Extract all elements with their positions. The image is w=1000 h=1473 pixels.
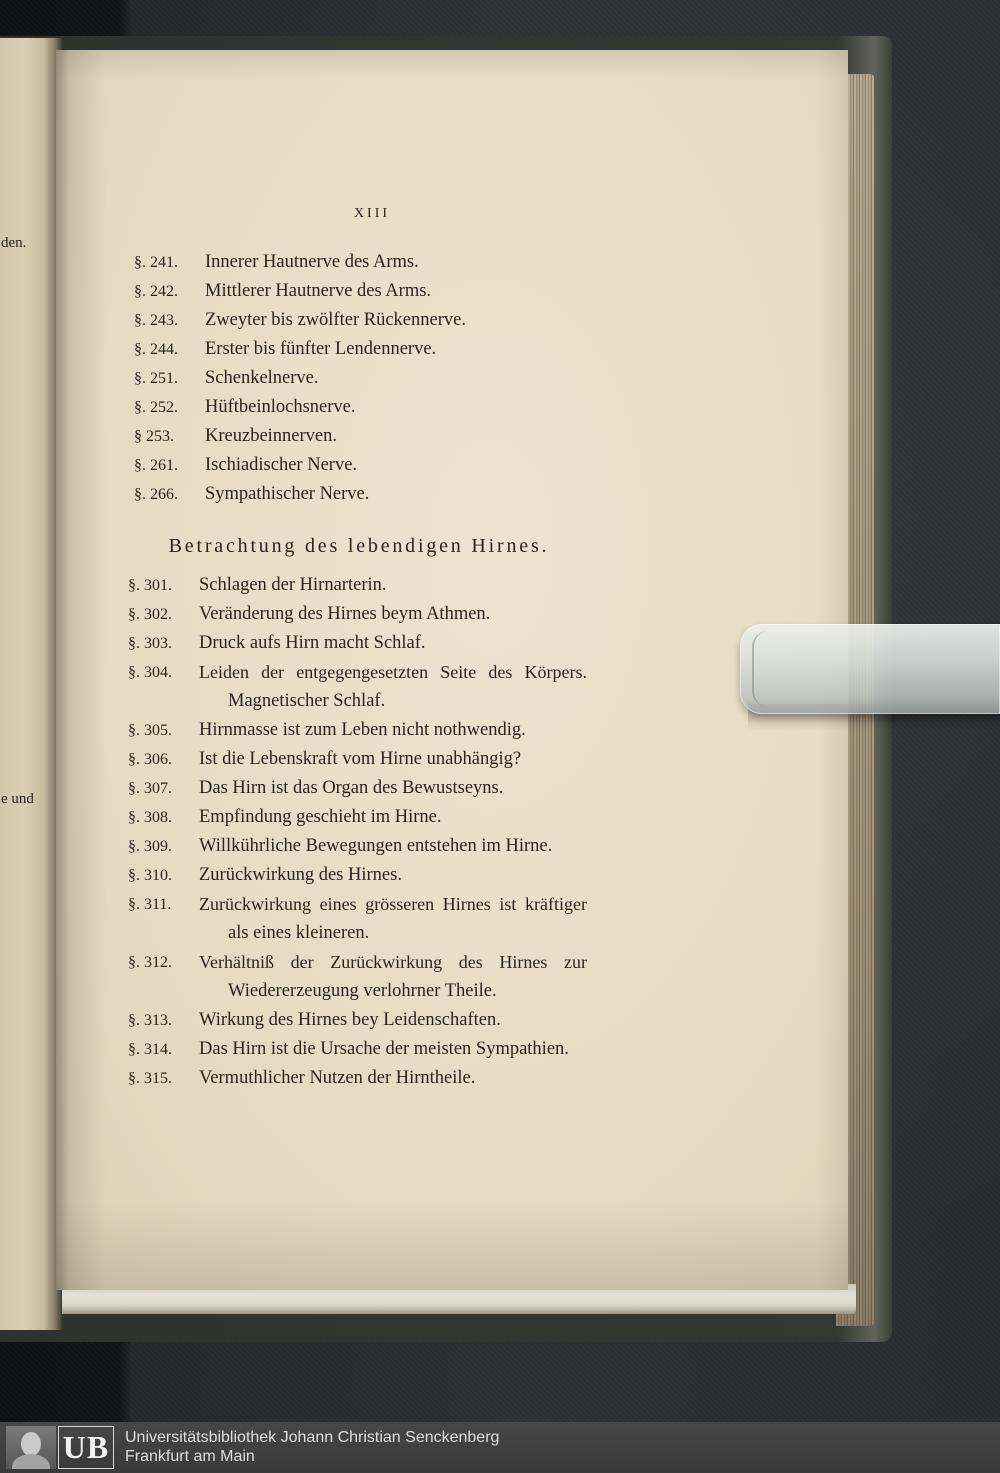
entry-title: Das Hirn ist die Ursache der meisten Sympathien.	[199, 1039, 569, 1059]
section-number: §. 261.	[134, 457, 178, 474]
entry-title: Leiden der entgegengesetzten Seite des Körpers.	[199, 662, 587, 682]
portrait-head	[21, 1432, 41, 1456]
section-heading: Betrachtung des lebendigen Hirnes.	[168, 535, 550, 557]
section-number: §. 301.	[128, 577, 172, 594]
entry-title: Innerer Hautnerve des Arms.	[205, 252, 419, 272]
section-number: §. 305.	[128, 722, 172, 739]
book-page	[56, 50, 848, 1290]
section-number: §. 313.	[128, 1012, 172, 1029]
section-number: §. 306.	[128, 751, 172, 768]
entry-title: Das Hirn ist das Organ des Bewustseyns.	[199, 778, 504, 798]
section-number: §. 241.	[134, 254, 178, 271]
section-number: §. 308.	[128, 809, 172, 826]
entry-title: Zurückwirkung eines grösseren Hirnes ist kräftiger	[199, 894, 587, 914]
section-number: §. 304.	[128, 664, 172, 681]
entry-title: Schlagen der Hirnarterin.	[199, 575, 387, 595]
institution-name: Universitätsbibliothek Johann Christian Senckenberg	[125, 1429, 500, 1446]
library-footer	[0, 1422, 1000, 1473]
section-number: §. 310.	[128, 867, 172, 884]
entry-title: Willkührliche Bewegungen entstehen im Hirne.	[199, 836, 553, 856]
entry-title: Veränderung des Hirnes beym Athmen.	[199, 604, 491, 624]
section-number: §. 312.	[128, 954, 172, 971]
section-number: §. 251.	[134, 370, 178, 387]
entry-title: Kreuzbeinnerven.	[205, 426, 338, 446]
portrait-icon	[6, 1426, 56, 1469]
entry-title: Zurückwirkung des Hirnes.	[199, 865, 402, 885]
entry-title: Erster bis fünfter Lendennerve.	[205, 339, 437, 359]
portrait-shoulders	[12, 1454, 50, 1469]
section-number: §. 243.	[134, 312, 178, 329]
entry-title: Mittlerer Hautnerve des Arms.	[205, 281, 432, 301]
section-number: §. 309.	[128, 838, 172, 855]
section-number: §. 315.	[128, 1070, 172, 1087]
page-number: XIII	[353, 206, 391, 221]
section-number: §. 252.	[134, 399, 178, 416]
section-number: §. 303.	[128, 635, 172, 652]
entry-title: Sympathischer Nerve.	[205, 484, 370, 504]
left-page	[0, 38, 62, 1330]
entry-title: Hirnmasse ist zum Leben nicht nothwendig.	[199, 720, 526, 740]
entry-title: Verhältniß der Zurückwirkung des Hirnes zur	[199, 952, 587, 972]
section-number: §. 302.	[128, 606, 172, 623]
section-number: §. 314.	[128, 1041, 172, 1058]
glass-page-weight	[740, 624, 1000, 714]
entry-title: Hüftbeinlochsnerve.	[205, 397, 356, 417]
section-number: §. 307.	[128, 780, 172, 797]
library-logo: UB	[58, 1426, 114, 1469]
entry-title-continuation: Magnetischer Schlaf.	[228, 691, 386, 711]
entry-title: Empfindung geschieht im Hirne.	[199, 807, 442, 827]
institution-city: Frankfurt am Main	[125, 1448, 255, 1465]
section-number: § 253.	[134, 428, 174, 445]
entry-title: Schenkelnerve.	[205, 368, 319, 388]
entry-title: Vermuthlicher Nutzen der Hirntheile.	[199, 1068, 476, 1088]
entry-title: Ist die Lebenskraft vom Hirne unabhängig?	[199, 749, 522, 769]
entry-title-continuation: Wiedererzeugung verlohrner Theile.	[228, 981, 497, 1001]
section-number: §. 311.	[128, 896, 172, 913]
left-page-text-fragment: den.	[1, 235, 27, 251]
entry-title: Wirkung des Hirnes bey Leidenschaften.	[199, 1010, 501, 1030]
section-number: §. 266.	[134, 486, 178, 503]
section-number: §. 242.	[134, 283, 178, 300]
entry-title-continuation: als eines kleineren.	[228, 923, 370, 943]
entry-title: Ischiadischer Nerve.	[205, 455, 358, 475]
left-page-text-fragment: e und	[1, 791, 34, 807]
entry-title: Druck aufs Hirn macht Schlaf.	[199, 633, 426, 653]
entry-title: Zweyter bis zwölfter Rückennerve.	[205, 310, 466, 330]
section-number: §. 244.	[134, 341, 178, 358]
